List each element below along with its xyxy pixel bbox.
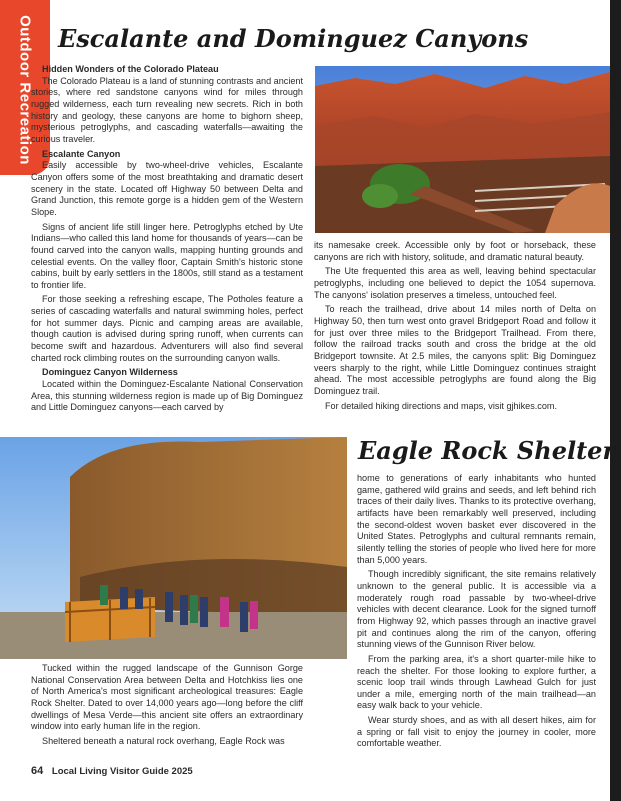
paragraph: For detailed hiking directions and maps, visit gjhikes.com. [325,400,557,411]
section-tab-label: Outdoor Recreation [16,15,34,165]
paragraph: Tucked within the rugged landscape of the Gunnison Gorge National Conservation Area between Delta and Hotchkiss lies one of North America's most significant archeological treasures: Eagle Rock Shelter. Dated to over 14,000 years ago—long before the cliff dwellings of Mesa Verde—this ancient site offers an extraordinary window into early human life in the region. [31,663,303,732]
canyon-photo [315,66,610,233]
paragraph: From the parking area, it's a short quarter-mile hike to reach the shelter. For those looking to explore further, a scenic loop trail winds through Lawhead Gulch for just under a mile, emerging north of the main trailhead—an easy walk back to your vehicle. [357,653,596,711]
page-edge-bar [610,0,621,801]
page-footer [31,765,193,777]
eagle-rock-left-column [31,663,303,751]
paragraph: Located within the Dominguez-Escalante National Conservation Area, this stunning wilderness region is made up of Big Dominguez and Little Dominguez canyons—each carved by [31,379,303,413]
paragraph: Easily accessible by two-wheel-drive vehicles, Escalante Canyon offers some of the most breathtaking and dramatic desert scenery in the state. Located off Highway 50 between Delta and Grand Junction, this remote gorge is a hidden gem of the Western Slope. [31,160,303,217]
publication-name: Local Living Visitor Guide 2025 [51,766,193,777]
paragraph: Wear sturdy shoes, and as with all desert hikes, aim for a spring or fall visit to enjoy the journey in cooler, more comfortable weather. [357,715,596,749]
paragraph: Signs of ancient life still linger here. Petroglyphs etched by Ute Indians—who called this land home for thousands of years—can be found carved into the canyon walls, mapping hunting grounds and celestial events. On the valley floor, Captain Smith's historic stone cabins, built by early settlers in the 1800s, still stand as a testament to frontier life. [31,221,303,290]
paragraph: Though incredibly significant, the site remains relatively unknown to the general public. It is accessible via a moderately rough road passable by two-wheel-drive vehicles with decent clearance. Look for the signed turnoff from Highway 92, which passes through an inactive gravel pit and continues along the rim of the canyon, offering stunning views of the Gunnison River below. [357,569,596,650]
paragraph: To reach the trailhead, drive about 14 miles north of Delta on Highway 50, then turn west onto gravel Bridgeport Road and follow it for just over three miles to the Bridgeport Trailhead. From there, follow the railroad tracks south and cross the bridge at the old Bridgeport townsite. At 2.5 miles, the canyons split: Big Dominguez veers sharply to the right, while Little Dominguez continues straight ahead. The most accessible petroglyphs are found along the Big Dominguez trail. [314,304,596,396]
paragraph: its namesake creek. Accessible only by foot or horseback, these canyons are rich with history, solitude, and dramatic natural beauty. [314,240,596,262]
eagle-rock-photo [0,437,347,659]
section-heading: Hidden Wonders of the Colorado Plateau [42,64,219,74]
page-number: 64 [31,765,44,777]
canyons-right-column [314,240,596,415]
canyons-left-column [31,64,303,417]
paragraph: For those seeking a refreshing escape, The Potholes feature a series of cascading waterfalls and natural swimming holes, perfect for hot summer days. Picnic and camping areas are available, though caution is advised during spring runoff, when currents can become swift and hazardous. Adventurers will also find several charted rock climbing routes on the surrounding canyon walls. [31,294,303,363]
section-heading: Escalante Canyon [42,148,121,159]
paragraph: Sheltered beneath a natural rock overhang, Eagle Rock was [42,735,285,746]
section-heading: Dominguez Canyon Wilderness [42,367,178,378]
article-title-eagle-rock: Eagle Rock Shelter [358,436,616,465]
eagle-rock-right-column [357,473,596,753]
paragraph: The Ute frequented this area as well, leaving behind spectacular petroglyphs, including one believed to depict the 1054 supernova. The canyons' isolation preserves a timeless, untouched feel. [314,266,596,300]
paragraph: home to generations of early inhabitants who hunted game, gathered wild grains and seeds, and left behind rich traces of their daily lives. Thanks to its protective overhang, artifacts have been remarkably well preserved, including the second-oldest woven basket ever discovered in the United States. Petroglyphs and cultural remnants remain, silently telling the stories of people who lived here for more than 5,000 years. [357,473,596,565]
article-title-canyons: Escalante and Dominguez Canyons [58,24,529,53]
paragraph: The Colorado Plateau is a land of stunning contrasts and ancient stories, where red sandstone canyons wind for miles through rugged wilderness, each turn revealing new secrets. Rich in both history and geology, these canyons are home to bighorn sheep, mysterious petroglyphs, and cascading waterfalls—awaiting the curious traveler. [31,75,303,144]
